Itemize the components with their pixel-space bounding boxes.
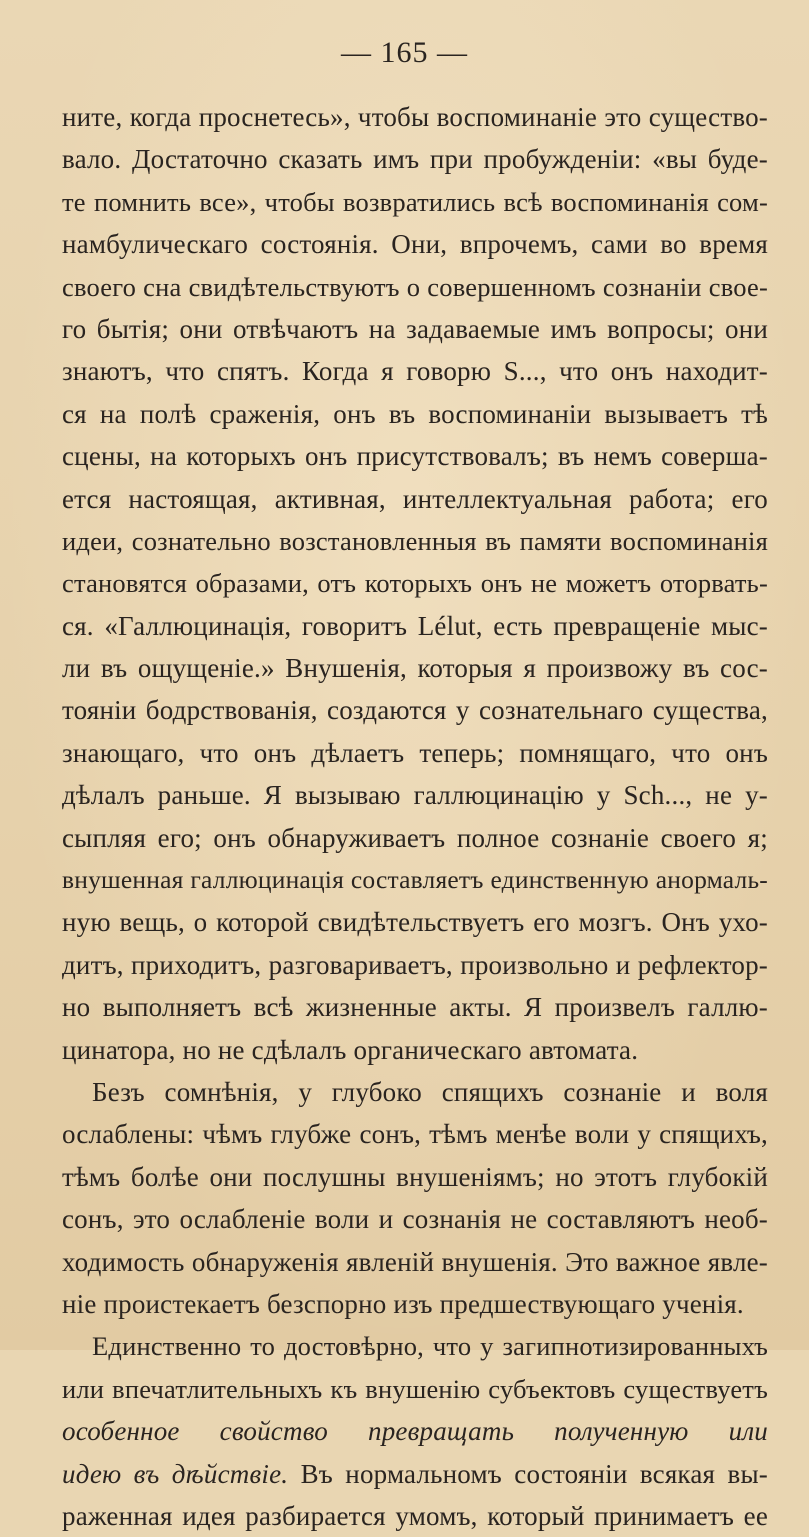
text-line: те помнить все», чтобы возвратились всѣ воспоминанія сом- — [62, 186, 768, 217]
text-line: ніе проистекаетъ безспорно изъ предшествующаго ученія. — [62, 1288, 744, 1319]
text-line: ли въ ощущеніе.» Внушенія, которыя я произвожу въ сос- — [62, 653, 768, 684]
text-line: вало. Достаточно сказать имъ при пробужденіи: «вы буде- — [62, 144, 768, 175]
text-line: ходимость обнаруженія явленій внушенія. Это важное явле- — [62, 1246, 768, 1277]
text-line: или впечатлительныхъ къ внушенію субъектовъ существуетъ — [62, 1373, 768, 1404]
text-line: внушенная галлюцинація составляетъ единственную анормаль- — [62, 865, 768, 895]
text-line: идеи, сознательно возстановленныя въ памяти воспоминанія — [62, 525, 768, 556]
text-line: раженная идея разбирается умомъ, который принимаетъ ее — [62, 1500, 768, 1531]
text-line: ните, когда проснетесь», чтобы воспоминаніе это существо- — [62, 102, 768, 132]
text-line: сонъ, это ослабленіе воли и сознанія не составляютъ необ- — [62, 1204, 768, 1235]
text-line: становятся образами, отъ которыхъ онъ не можетъ оторвать- — [62, 568, 768, 599]
page-text — [62, 96, 768, 1537]
italic-run: идею въ дѣйствіе. — [62, 1458, 289, 1489]
text-line: тояніи бодрствованія, создаются у сознательнаго существа, — [62, 695, 768, 726]
italic-text-line: особенное свойство превращать полученную или — [62, 1416, 768, 1447]
text-line: сыпляя его; онъ обнаруживаетъ полное сознаніе своего я; — [62, 822, 768, 853]
normal-run: Въ нормальномъ состояніи всякая вы- — [288, 1458, 768, 1489]
text-line: намбулическаго состоянія. Они, впрочемъ, сами во время — [62, 229, 768, 260]
text-line: ную вещь, о которой свидѣтельствуетъ его мозгъ. Онъ ухо- — [62, 907, 768, 938]
text-line: знающаго, что онъ дѣлаетъ теперь; помнящаго, что онъ — [62, 737, 768, 768]
text-line: го бытія; они отвѣчаютъ на задаваемые имъ вопросы; они — [62, 313, 768, 344]
paragraph-first-line: Безъ сомнѣнія, у глубоко спящихъ сознаніе и воля — [92, 1076, 768, 1107]
text-line: сцены, на которыхъ онъ присутствовалъ; въ немъ соверша- — [62, 441, 768, 472]
page-number: — 165 — — [341, 36, 468, 69]
text-line: тѣмъ болѣе они послушны внушеніямъ; но этотъ глубокій — [62, 1161, 768, 1192]
text-line: но выполняетъ всѣ жизненные акты. Я произвелъ галлю- — [62, 992, 768, 1023]
paragraph-first-line: Единственно то достовѣрно, что у загипнотизированныхъ — [92, 1331, 768, 1362]
text-line: цинатора, но не сдѣлалъ органическаго автомата. — [62, 1034, 639, 1065]
text-line: дѣлалъ раньше. Я вызываю галлюцинацію у Sch..., не у- — [62, 780, 768, 811]
mixed-text-line — [62, 1453, 768, 1495]
text-line: дитъ, приходитъ, разговариваетъ, произвольно и рефлектор- — [62, 949, 768, 980]
text-line: ся на полѣ сраженія, онъ въ воспоминаніи вызываетъ тѣ — [62, 398, 768, 429]
text-line: ся. «Галлюцинація, говоритъ Lélut, есть превращеніе мыс- — [62, 610, 768, 641]
text-line: ослаблены: чѣмъ глубже сонъ, тѣмъ менѣе воли у спящихъ, — [62, 1119, 768, 1150]
text-line: ется настоящая, активная, интеллектуальная работа; его — [62, 483, 768, 514]
text-line: своего сна свидѣтельствуютъ о совершенномъ сознаніи свое- — [62, 271, 768, 302]
text-line: знаютъ, что спятъ. Когда я говорю S..., что онъ находит- — [62, 356, 768, 387]
